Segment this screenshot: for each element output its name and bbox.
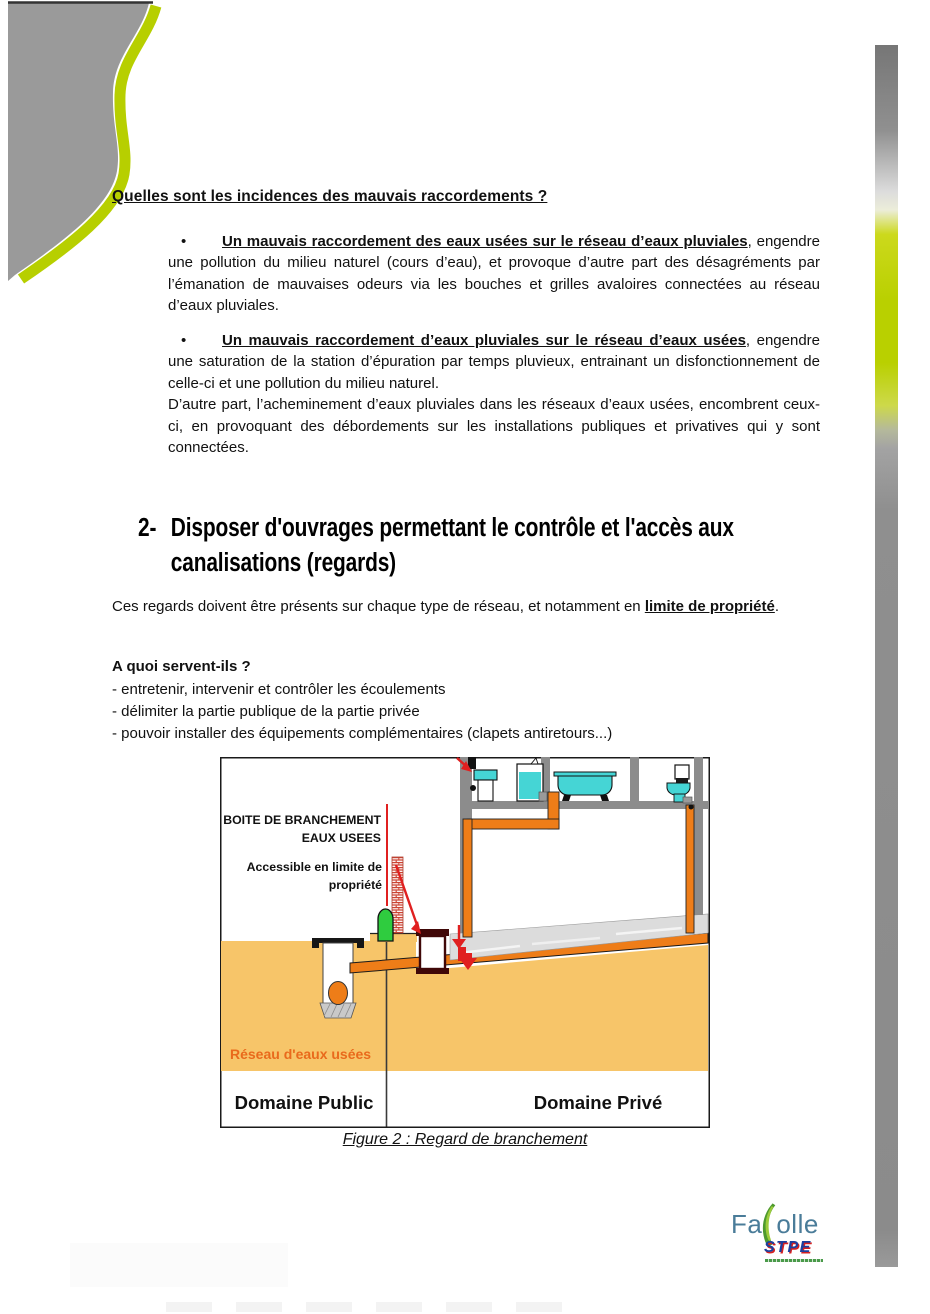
section-title-line2: canalisations (regards) — [170, 549, 396, 577]
logo-brand-end: olle — [776, 1209, 819, 1239]
intro-period: . — [774, 598, 780, 615]
scan-artifact-tabs — [166, 1302, 562, 1312]
purpose-item: - entretenir, intervenir et contrôler les écoulements — [112, 681, 446, 698]
paragraph-text: , engendre une saturation de la station d’épuration par temps pluvieux, entrainant un disfonctionnement de celle-ci et une pollution du milieu naturel. — [168, 332, 821, 392]
label-private-domain: Domaine Privé — [533, 1092, 663, 1113]
logo-brand-start: Fa — [731, 1209, 763, 1239]
scan-artifact — [376, 1302, 422, 1312]
scan-artifact — [516, 1302, 562, 1312]
bullet-icon: • — [181, 233, 187, 250]
label-branch-box-line1: BOITE DE BRANCHEMENT — [223, 813, 381, 827]
page-title: Quelles sont les incidences des mauvais raccordements ? — [112, 188, 548, 205]
scan-artifact — [70, 1243, 288, 1287]
water-tank-fixture — [517, 758, 547, 801]
purpose-item: - délimiter la partie publique de la partie privée — [112, 703, 420, 720]
paragraph-lead-bold: Un mauvais raccordement des eaux usées sur le réseau d’eaux pluviales — [222, 233, 748, 250]
company-logo — [731, 1202, 851, 1268]
label-branch-box-line2: EAUX USEES — [301, 831, 381, 845]
paragraph-text: , engendre une pollution du milieu naturel (cours d’eau), et provoque d’autre part des désagréments par l’émanation de mauvaises odeurs via les bouches et grilles avaloires connectées au réseau d’eaux pluviales. — [168, 233, 820, 315]
intro-bold-underline: limite de propriété — [644, 598, 775, 615]
label-public-domain: Domaine Public — [234, 1092, 374, 1113]
figure-caption-text: Figure 2 : Regard de branchement — [342, 1131, 588, 1148]
paragraph-block-1 — [112, 231, 820, 317]
scan-artifact — [306, 1302, 352, 1312]
bullet-icon: • — [181, 332, 187, 349]
logo-tagline-strip — [765, 1259, 823, 1262]
paragraph-continuation: D’autre part, l’acheminement d’eaux pluviales dans les réseaux d’eaux usées, encombrent ceux-ci, en provoquant des débordements sur les installations publiques et privatives qui y sont connectées. — [168, 396, 820, 457]
bullet-paragraph — [168, 330, 820, 394]
purpose-title: A quoi servent-ils ? — [112, 658, 251, 675]
section-number: 2- — [138, 514, 157, 542]
scan-artifact — [236, 1302, 282, 1312]
inspection-box-regard — [416, 929, 449, 974]
label-accessible-line2: propriété — [328, 878, 382, 892]
logo-division: STPE — [764, 1239, 812, 1256]
side-gradient-bar — [875, 45, 898, 1267]
paragraph-lead-bold: Un mauvais raccordement d’eaux pluviales sur le réseau d’eaux usées — [222, 332, 746, 349]
scan-artifact — [166, 1302, 212, 1312]
intro-paragraph — [112, 596, 820, 617]
paragraph-block-2 — [112, 330, 820, 458]
label-accessible-line1: Accessible en limite de — [246, 860, 382, 874]
section-heading — [138, 511, 761, 581]
sewer-pipe-section — [329, 982, 348, 1005]
green-boundary-marker — [378, 909, 393, 941]
section-title — [171, 511, 734, 581]
purpose-list — [112, 656, 612, 745]
section-title-line1: Disposer d'ouvrages permettant le contrôle et l'accès aux — [170, 514, 734, 542]
intro-text: Ces regards doivent être présents sur chaque type de réseau, et notamment en — [112, 598, 645, 615]
purpose-item: - pouvoir installer des équipements complémentaires (clapets antiretours...) — [112, 725, 613, 742]
label-sewer-network: Réseau d'eaux usées — [230, 1046, 372, 1062]
figure-caption — [0, 1131, 930, 1149]
bullet-paragraph — [168, 231, 820, 317]
scan-artifact — [446, 1302, 492, 1312]
figure-branch-connection-diagram — [220, 757, 710, 1128]
